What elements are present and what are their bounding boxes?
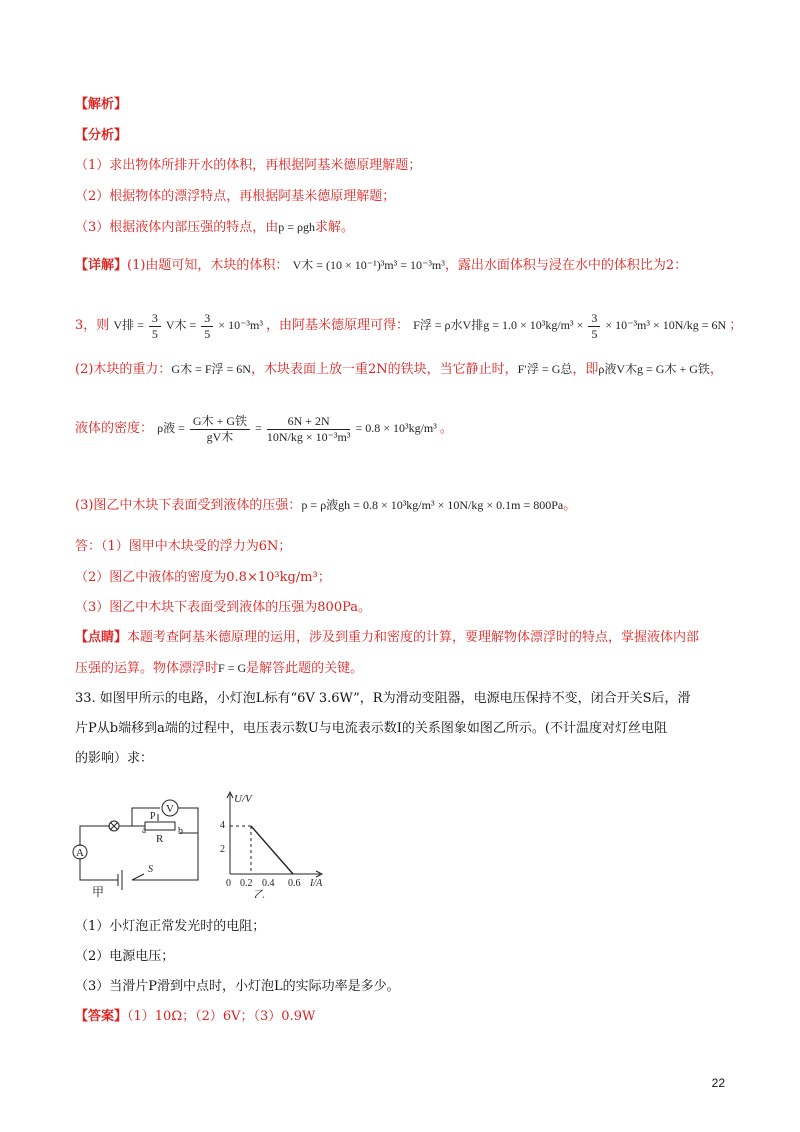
rheostat-symbol	[145, 822, 175, 830]
detail-tag: 【详解】	[75, 258, 128, 273]
detail-p5: (3)图乙中木块下表面受到液体的压强：p = ρ液gh = 0.8 × 10³kg/m³ × 10N/kg × 0.1m = 800Pa。	[75, 498, 577, 513]
battery-symbol	[118, 870, 122, 890]
ammeter-label: A	[76, 847, 84, 859]
analysis-2: （2）根据物体的漂浮特点，再根据阿基米德原理解题；	[75, 189, 396, 204]
x-axis-label: I/A	[310, 878, 323, 889]
y-tick-2: 2	[220, 844, 225, 855]
voltmeter-wire-left	[132, 808, 160, 826]
analysis-3-formula: p = ρgh	[278, 220, 316, 234]
detail-p4: 液体的密度： ρ液 = $\frac{\text{G木 + G铁}}{\text{gV木}}$ = $\frac{6N + 2N}{\text{10N/kg × 10⁻³m³}}$ = 0.8 × 10³kg/m³ 。	[75, 413, 453, 444]
origin-tick: 0	[226, 878, 231, 889]
question-2: （2）电源电压；	[75, 949, 175, 964]
graph-fig-label: 乙	[254, 889, 265, 898]
circuit-fig-label: 甲	[92, 885, 105, 898]
answer-2: （2）图乙中液体的密度为0.8×10³kg/m³；	[75, 570, 331, 585]
u-i-graph	[220, 792, 323, 898]
dianjing-tag: 【点睛】	[75, 630, 128, 645]
x-tick-0.6: 0.6	[288, 878, 301, 889]
analysis-3: （3）根据液体内部压强的特点，由p = ρgh求解。	[75, 220, 355, 235]
answer-line	[75, 1008, 315, 1026]
page-number: 22	[711, 1076, 725, 1090]
formula-balance: ρ液V木g = G木 + G铁	[598, 362, 710, 376]
switch-symbol	[132, 874, 144, 880]
formula-displaced-volume: V排 = $\frac{3}{5}$ V木 = $\frac{3}{5}$ × 10⁻³m³	[113, 310, 263, 341]
formula-pressure: p = ρ液gh = 0.8 × 10³kg/m³ × 10N/kg × 0.1m = 800Pa	[301, 498, 564, 512]
formula-wood-volume: V木 = (10 × 10⁻¹)³m³ = 10⁻³m³	[292, 258, 445, 272]
x-tick-0.2: 0.2	[240, 878, 253, 889]
detail-p1: 【详解】(1)由题可知，木块的体积： V木 = (10 × 10⁻¹)³m³ = 10⁻³m³，露出水面体积与浸在水中的体积比为2：	[75, 258, 688, 273]
question-1: （1）小灯泡正常发光时的电阻；	[75, 919, 266, 934]
answer-text: （1）10Ω；（2）6V；（3）0.9W	[127, 1009, 316, 1024]
voltmeter-label: V	[166, 803, 174, 815]
switch-label: S	[148, 864, 153, 875]
answer-tag: 【答案】	[75, 1009, 128, 1024]
detail-p3: (2)木块的重力：G木 = F浮 = 6N，木块表面上放一重2N的铁块，当它静止时，F′浮 = G总，即ρ液V木g = G木 + G铁，	[75, 362, 723, 377]
formula-liquid-density: ρ液 = $\frac{\text{G木 + G铁}}{\text{gV木}}$ = $\frac{6N + 2N}{\text{10N/kg × 10⁻³m³}}$ = 0.8 × 10³kg/m³	[157, 413, 437, 444]
series-line	[251, 826, 293, 874]
y-axis-label: U/V	[234, 793, 252, 805]
q33-line-3: 的影响）求：	[75, 751, 154, 766]
rheostat-label: R	[156, 833, 164, 845]
question-figure	[70, 788, 360, 898]
circuit-diagram	[73, 800, 198, 890]
answer-1: 答：（1）图甲中木块受的浮力为6N；	[75, 539, 292, 554]
dianjing-line-1: 【点睛】本题考查阿基米德原理的运用，涉及到重力和密度的计算，要理解物体漂浮时的特点，掌握液体内部	[75, 630, 700, 645]
rheostat-end-b: b	[178, 826, 183, 837]
y-tick-4: 4	[220, 820, 225, 831]
formula-float: F = G	[218, 661, 247, 675]
circuit-wire-right	[132, 833, 198, 880]
q33-line-2: 片P从b端移到a端的过程中，电压表示数U与电流表示数I的关系图象如图乙所示。(不计温度对灯丝电阻	[75, 721, 667, 736]
fenxi-heading: 【分析】	[75, 128, 128, 143]
slider-label: P	[150, 811, 156, 822]
question-3: （3）当滑片P滑到中点时，小灯泡L的实际功率是多少。	[75, 979, 400, 994]
formula-buoyancy: F浮 = ρ水V排g = 1.0 × 10³kg/m³ × $\frac{3}{5}$ × 10⁻³m³ × 10N/kg = 6N	[413, 310, 727, 341]
detail-p2: 3，则 V排 = $\frac{3}{5}$ V木 = $\frac{3}{5}$ × 10⁻³m³ ，由阿基米德原理可得： F浮 = ρ水V排g = 1.0 × 10³kg/m³ × $\frac{3}{5}$ × 10⁻³m³ × 10N/kg = 6N ；	[75, 310, 743, 341]
circuit-wire-bottom-left	[80, 858, 100, 880]
dianjing-line-2: 压强的运算。物体漂浮时F = G是解答此题的关键。	[75, 661, 364, 676]
rheostat-end-a: a	[142, 825, 146, 835]
formula-total-weight: F′浮 = G总	[517, 362, 573, 376]
q33-line-1: 33. 如图甲所示的电路，小灯泡L标有“6V 3.6W”，R为滑动变阻器，电源电压保持不变，闭合开关S后，滑	[75, 691, 691, 706]
x-tick-0.4: 0.4	[262, 878, 275, 889]
formula-wood-weight: G木 = F浮 = 6N	[171, 362, 251, 376]
circuit-wire-left	[80, 826, 110, 846]
jiexi-heading: 【解析】	[75, 97, 128, 112]
answer-3: （3）图乙中木块下表面受到液体的压强为800Pa。	[75, 600, 371, 615]
analysis-1: （1）求出物体所排开水的体积，再根据阿基米德原理解题；	[75, 158, 422, 173]
